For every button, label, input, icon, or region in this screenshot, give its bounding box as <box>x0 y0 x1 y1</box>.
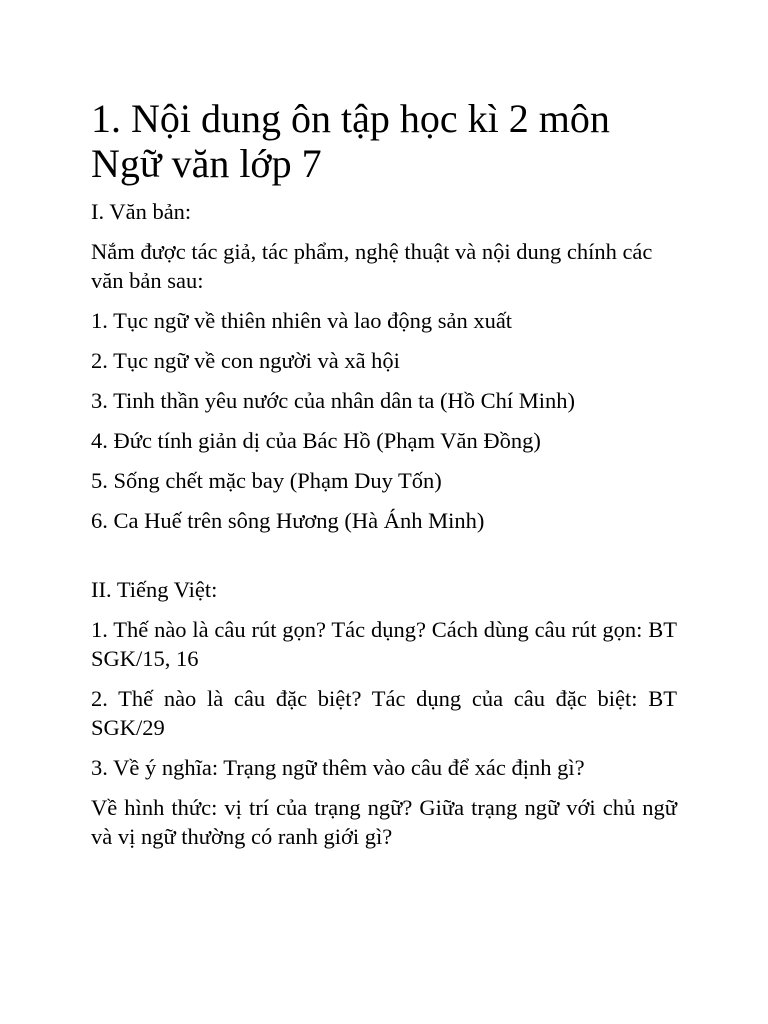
list-item: Về hình thức: vị trí của trạng ngữ? Giữa trạng ngữ với chủ ngữ và vị ngữ thường có ranh giới gì? <box>91 795 677 849</box>
list-item: 3. Tinh thần yêu nước của nhân dân ta (Hồ Chí Minh) <box>91 388 576 413</box>
list-item: 5. Sống chết mặc bay (Phạm Duy Tốn) <box>91 468 442 493</box>
section-tieng-viet <box>91 575 677 851</box>
list-item: 1. Thế nào là câu rút gọn? Tác dụng? Cách dùng câu rút gọn: BT SGK/15, 16 <box>91 617 677 671</box>
list-item: 6. Ca Huế trên sông Hương (Hà Ánh Minh) <box>91 508 485 533</box>
section-intro: Nắm được tác giả, tác phẩm, nghệ thuật và nội dung chính các văn bản sau: <box>91 239 653 293</box>
section-heading-tieng-viet: II. Tiếng Việt: <box>91 577 218 602</box>
list-item: 2. Thế nào là câu đặc biệt? Tác dụng của câu đặc biệt: BT SGK/29 <box>91 686 677 740</box>
section-spacer <box>91 546 677 575</box>
document-title: 1. Nội dung ôn tập học kì 2 môn Ngữ văn lớp 7 <box>91 96 610 186</box>
list-item: 4. Đức tính giản dị của Bác Hồ (Phạm Văn Đồng) <box>91 428 541 453</box>
section-van-ban <box>91 197 677 535</box>
list-item: 3. Về ý nghĩa: Trạng ngữ thêm vào câu để xác định gì? <box>91 755 585 780</box>
section-heading-van-ban: I. Văn bản: <box>91 199 192 224</box>
list-item: 2. Tục ngữ về con người và xã hội <box>91 348 400 373</box>
list-item: 1. Tục ngữ về thiên nhiên và lao động sản xuất <box>91 308 513 333</box>
